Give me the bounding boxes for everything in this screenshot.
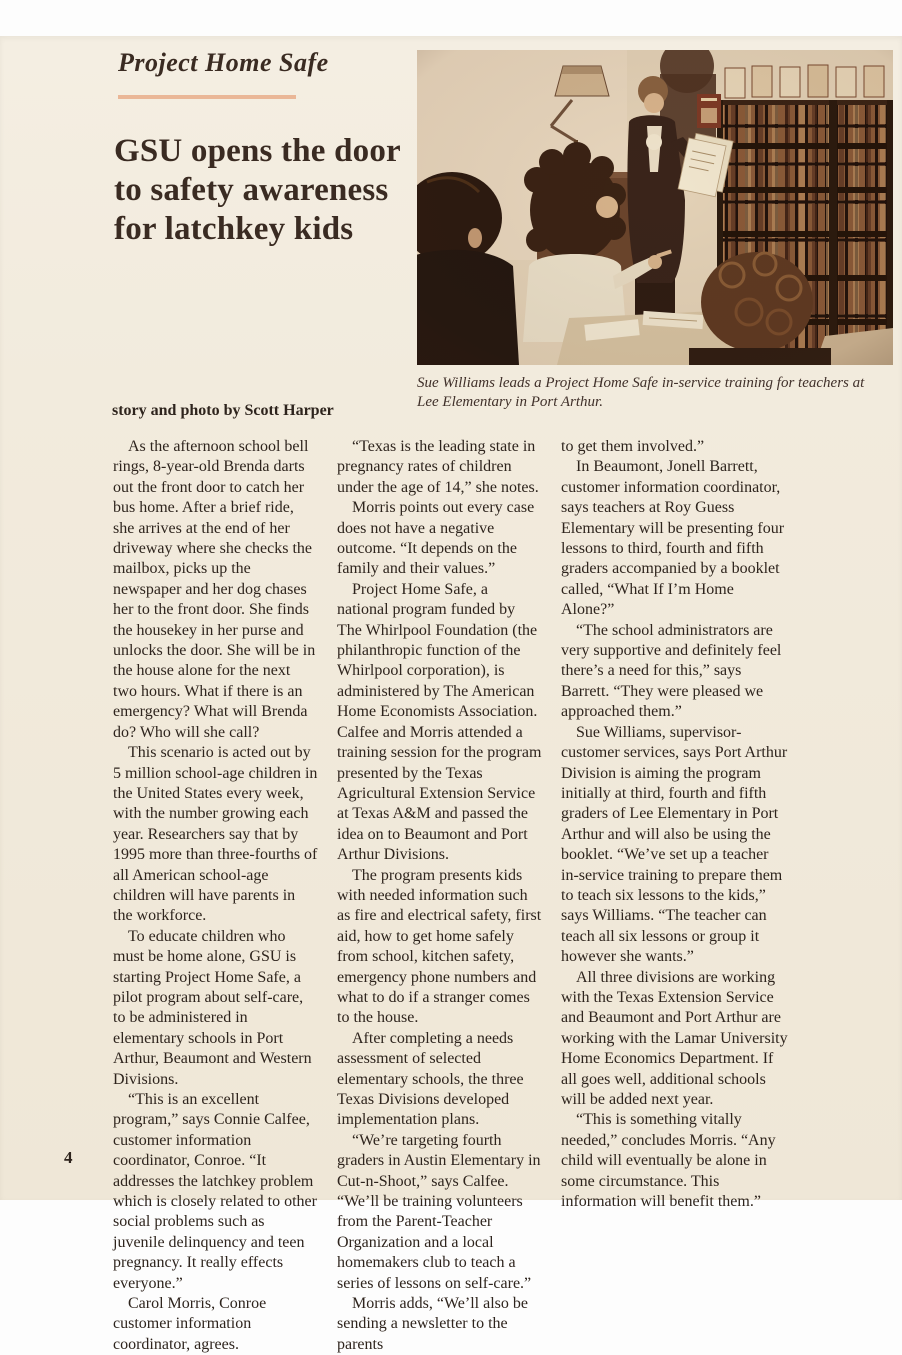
- training-session-photo: [417, 50, 893, 365]
- section-underline: [118, 95, 296, 99]
- paragraph: In Beaumont, Jonell Barrett, customer information coordinator, says teachers at Roy Guess Elementary will be presenting four lessons to third, fourth and fifth graders accompanied by a booklet called, “What If I’m Home Alone?”: [561, 458, 785, 619]
- article-column-3: [561, 437, 789, 1212]
- paragraph: The program presents kids with needed information such as fire and electrical safety, first aid, how to get home safely from school, kitchen safety, emergency phone numbers and what to do if a stranger comes to the house.: [337, 866, 542, 1027]
- paragraph: Morris adds, “We’ll also be sending a newsletter to the parents: [337, 1295, 528, 1353]
- headline-line: for latchkey kids: [114, 211, 354, 247]
- page-number: 4: [64, 1148, 73, 1167]
- article-body: [113, 437, 789, 1355]
- paragraph: “This is an excellent program,” says Connie Calfee, customer information coordinator, Conroe. “It addresses the latchkey problem which is closely related to other social problems such as juvenile delinquency and teen pregnancy. It really effects everyone.”: [113, 1091, 317, 1292]
- paragraph: Carol Morris, Conroe customer information coordinator, agrees.: [113, 1295, 267, 1353]
- paragraph: Sue Williams, supervisor-customer services, says Port Arthur Division is aiming the program initially at third, fourth and fifth graders of Lee Elementary in Port Arthur and will also be using the booklet. “We’ve set up a teacher in-service training to prepare them to teach six lessons to the kids,” says Williams. “The teacher can teach all six lessons or group it however she wants.”: [561, 723, 788, 966]
- paragraph: This scenario is acted out by 5 million school-age children in the United States every week, with the number growing each year. Researchers say that by 1995 more than three-fourths of all American school-age children will have parents in the workforce.: [113, 744, 318, 925]
- headline: [114, 132, 434, 249]
- paragraph: “Texas is the leading state in pregnancy rates of children under the age of 14,” she notes.: [337, 438, 539, 496]
- paragraph: Morris points out every case does not have a negative outcome. “It depends on the family and their values.”: [337, 499, 535, 578]
- section-label: Project Home Safe: [118, 48, 329, 77]
- paragraph: After completing a needs assessment of selected elementary schools, the three Texas Divisions developed implementation plans.: [337, 1029, 524, 1129]
- paragraph: As the afternoon school bell rings, 8-year-old Brenda darts out the front door to catch her bus home. After a brief ride, she arrives at the end of her driveway where she checks the mailbox, picks up the newspaper and her dog chases her to the front door. She finds the housekey in her purse and unlocks the door. She will be in the house alone for the next two hours. What if there is an emergency? What will Brenda do? Who will she call?: [113, 438, 316, 741]
- byline: story and photo by Scott Harper: [112, 402, 334, 419]
- headline-line: GSU opens the door: [114, 133, 401, 169]
- paragraph: “We’re targeting fourth graders in Austin Elementary in Cut-n-Shoot,” says Calfee. “We’ll be training volunteers from the Parent-Teacher Organization and a local homemakers club to teach a series of lessons on self-care.”: [337, 1131, 541, 1292]
- article-column-2: [337, 437, 542, 1355]
- paragraph: “This is something vitally needed,” concludes Morris. “Any child will eventually be alone in some circumstance. This information will benefit them.”: [561, 1111, 776, 1211]
- photo-figure: [417, 50, 893, 412]
- magazine-page: [0, 36, 902, 1353]
- article-column-1: [113, 437, 318, 1355]
- headline-line: to safety awareness: [114, 172, 389, 208]
- paragraph: All three divisions are working with the Texas Extension Service and Beaumont and Port Arthur are working with the Lamar University Home Economics Department. If all goes well, additional schools will be added next year.: [561, 968, 788, 1108]
- paragraph: Project Home Safe, a national program funded by The Whirlpool Foundation (the philanthropic function of the Whirlpool corporation), is administered by The American Home Economists Association. Calfee and Morris attended a training session for the program presented by the Texas Agricultural Extension Service at Texas A&M and passed the idea on to Beaumont and Port Arthur Divisions.: [337, 580, 542, 864]
- paragraph: To educate children who must be home alone, GSU is starting Project Home Safe, a pilot program about self-care, to be administered in elementary schools in Port Arthur, Beaumont and Western Divisions.: [113, 927, 312, 1088]
- paragraph: to get them involved.”: [561, 438, 705, 455]
- paragraph: “The school administrators are very supportive and definitely feel there’s a need for this,” says Barrett. “They were pleased we approached them.”: [561, 621, 782, 721]
- photo-vignette: [417, 50, 893, 365]
- photo-caption: Sue Williams leads a Project Home Safe in-service training for teachers at Lee Elementary in Port Arthur.: [417, 375, 865, 410]
